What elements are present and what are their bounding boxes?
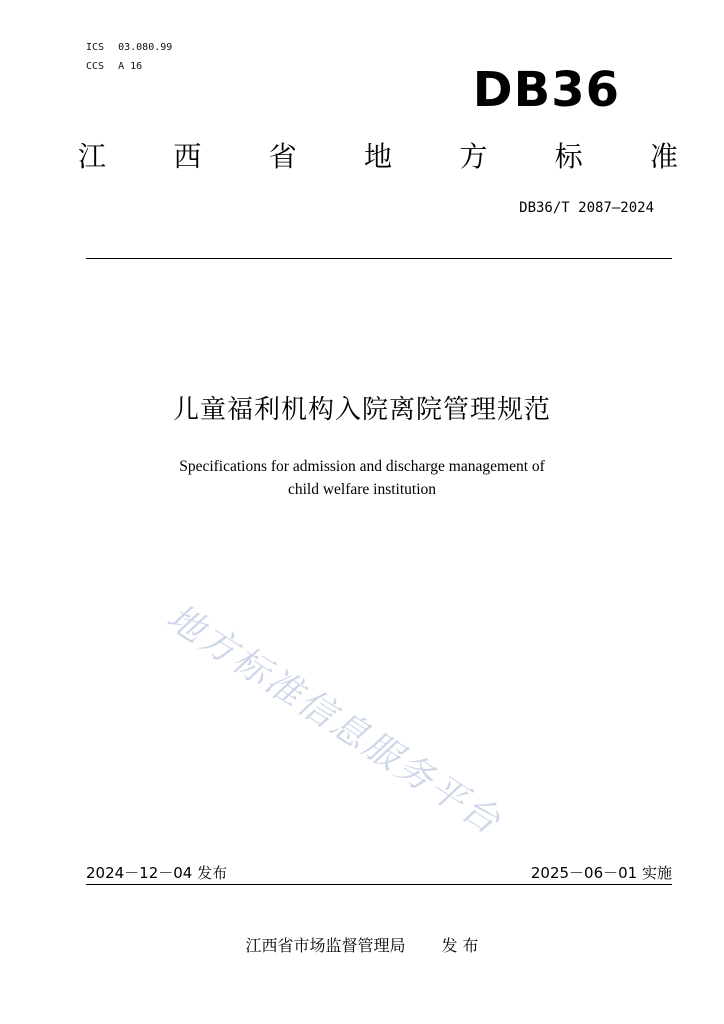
ics-row — [86, 38, 180, 57]
ics-label: ICS — [86, 42, 105, 53]
ccs-label: CCS — [86, 61, 105, 72]
standard-type-char: 西 — [173, 140, 202, 173]
publish-date: 2024－12－04 发布 — [86, 864, 228, 882]
ccs-row — [86, 57, 180, 76]
document-title-en — [0, 455, 724, 501]
publisher-action: 发 布 — [441, 936, 479, 955]
standard-type-char: 方 — [459, 140, 488, 173]
standard-type-char: 地 — [363, 140, 392, 173]
standard-type-char: 准 — [649, 140, 678, 173]
standard-type-heading — [78, 140, 678, 174]
title-en-line: Specifications for admission and discharge management of — [179, 458, 545, 475]
publisher-name: 江西省市场监督管理局 — [245, 936, 406, 955]
effective-date: 2025－06－01 实施 — [530, 864, 672, 882]
watermark: 地方标准信息服务平台 — [159, 596, 509, 844]
title-en-line: child welfare institution — [287, 481, 437, 498]
ccs-value: A 16 — [118, 61, 143, 72]
document-title-zh: 儿童福利机构入院离院管理规范 — [172, 395, 551, 425]
publisher-line — [0, 936, 724, 956]
db-logo: DB36 — [472, 62, 620, 118]
bottom-divider — [86, 884, 672, 885]
standard-type-char: 江 — [78, 140, 107, 173]
standard-type-char: 省 — [268, 140, 297, 173]
standard-type-char: 标 — [554, 140, 583, 173]
standard-number: DB36/T 2087—2024 — [519, 200, 654, 216]
classification-codes — [86, 38, 180, 76]
ics-value: 03.080.99 — [118, 42, 173, 53]
top-divider — [86, 258, 672, 259]
